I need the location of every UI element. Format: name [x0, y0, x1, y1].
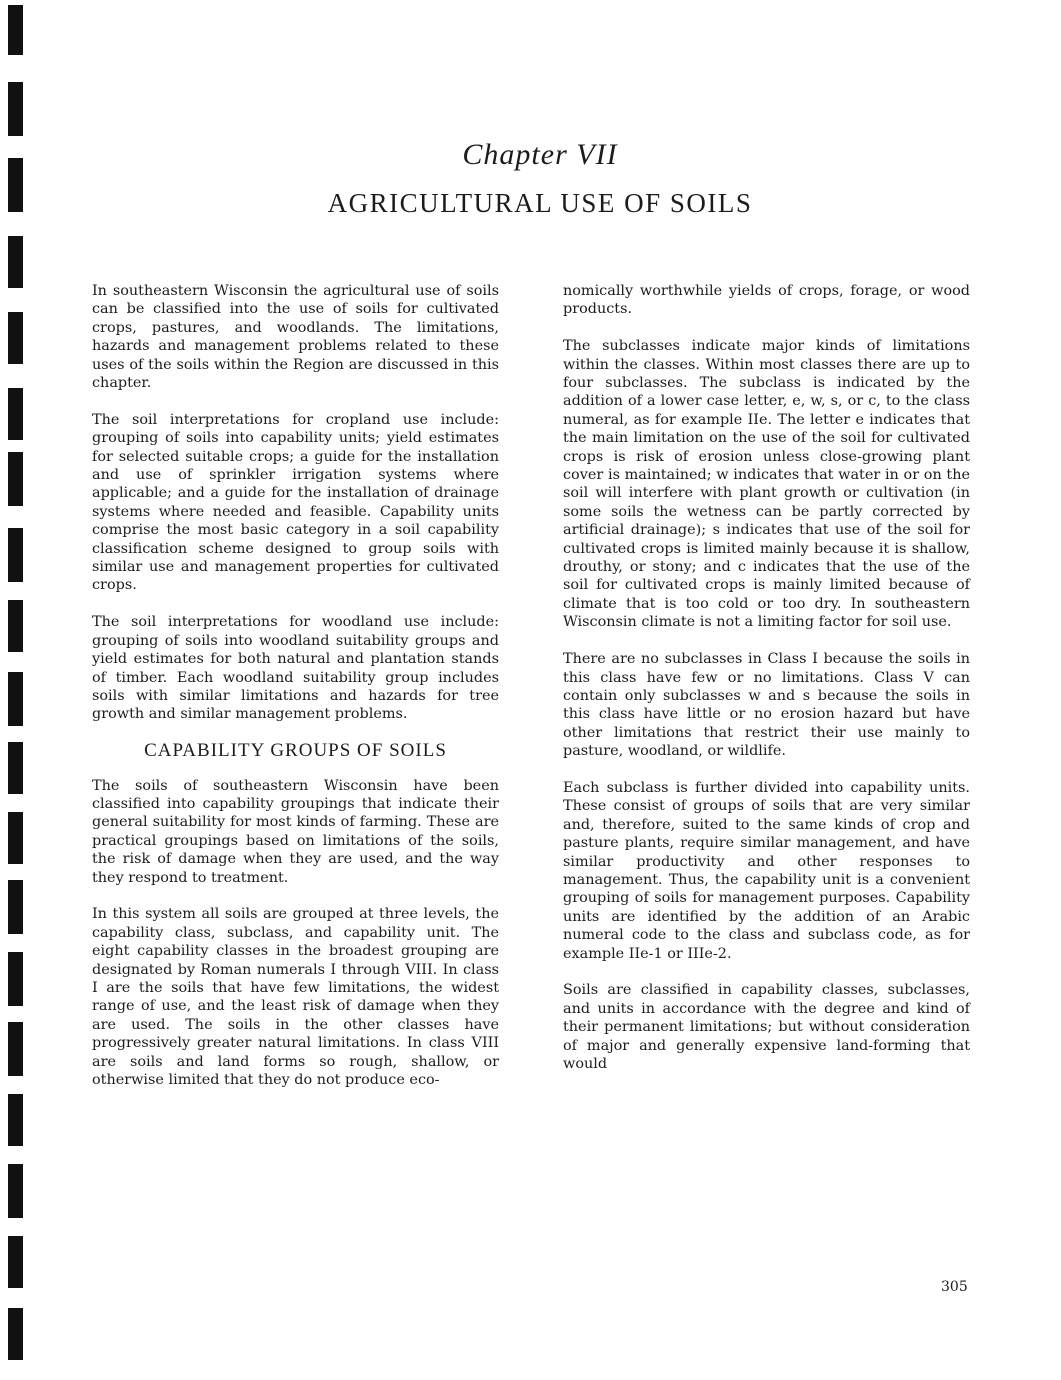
binding-hole	[8, 236, 23, 288]
chapter-title: AGRICULTURAL USE OF SOILS	[327, 188, 753, 218]
page-number: 305	[941, 1279, 968, 1295]
binding-hole	[8, 952, 23, 1006]
paragraph-capability-groupings: The soils of southeastern Wisconsin have been classified into capability groupings that indicate their general suitability for most kinds of farming. These are practical groupings based on limitations of the soils, the risk of damage when they are used, and the way they respond to treatment.	[92, 777, 499, 886]
paragraph-continuation: nomically worthwhile yields of crops, forage, or wood products.	[563, 283, 970, 318]
binding-hole	[8, 1022, 23, 1076]
binding-hole	[8, 312, 23, 364]
paragraph-intro: In southeastern Wisconsin the agricultural use of soils can be classified into the use of soils for cultivated crops, pastures, and woodlands. The limitations, hazards and management problems related to these uses of the soils within the Region are discussed in this chapter.	[92, 283, 499, 392]
section-heading: CAPABILITY GROUPS OF SOILS	[144, 740, 447, 762]
binding-hole	[8, 1236, 23, 1288]
paragraph-no-subclasses: There are no subclasses in Class I because the soils in this class have few or no limitations. Class V can contain only subclasses w and s because the soils in this class have little or no erosion hazard but have other limitations that restrict their use mainly to pasture, woodland, or wildlife.	[563, 651, 970, 760]
paragraph-subclasses: The subclasses indicate major kinds of limitations within the classes. Within most classes there are up to four subclasses. The subclass is indicated by the addition of a lower case letter, e, w, s, or c, to the class numeral, as for example IIe. The letter e indicates that the main limitation on the use of the soil for cultivated crops is risk of erosion unless close-growing plant cover is maintained; w indicates that water in or on the soil will interfere with plant growth or cultivation (in some soils the wetness can be partly corrected by artificial drainage); s indicates that use of the soil for cultivated crops is limited mainly because it is shallow, drouthy, or stony; and c indicates that the use of the soil for cultivated crops is mainly limited because of climate that is too cold or too dry. In southeastern Wisconsin climate is not a limiting factor for soil use.	[563, 338, 970, 631]
binding-hole	[8, 82, 23, 136]
paragraph-cropland-interpretations: The soil interpretations for cropland use include: grouping of soils into capability units; yield estimates for selected suitable crops; a guide for the installation and use of sprinkler irrigation systems where applicable; and a guide for the installation of drainage systems where needed and feasible. Capability units comprise the most basic category in a soil capability classification scheme designed to group soils with similar use and management properties for cultivated crops.	[92, 411, 499, 594]
paragraph-three-levels: In this system all soils are grouped at three levels, the capability class, subclass, and capability unit. The eight capability classes in the broadest grouping are designated by Roman numerals I through VIII. In class I are the soils that have few limitations, the widest range of use, and the least risk of damage when they are used. The soils in the other classes have progressively greater natural limitations. In class VIII are soils and land forms so rough, shallow, or otherwise limited that they do not produce eco-	[92, 906, 499, 1088]
binding-hole	[8, 528, 23, 582]
binding-hole	[8, 880, 23, 934]
binding-hole	[8, 388, 23, 440]
binding-hole	[8, 158, 23, 212]
chapter-label: Chapter VII	[462, 138, 618, 171]
right-column	[563, 282, 970, 1092]
binding-hole	[8, 742, 23, 794]
binding-hole	[8, 600, 23, 652]
binding-hole	[8, 1164, 23, 1218]
binding-hole	[8, 812, 23, 864]
binding-hole	[8, 1094, 23, 1146]
binding-hole	[8, 452, 23, 506]
paragraph-classification-basis: Soils are classified in capability classes, subclasses, and units in accordance with the degree and kind of their permanent limitations; but without consideration of major and generally expensive land-forming that would	[563, 982, 970, 1072]
binding-hole	[8, 1308, 23, 1360]
left-column	[92, 282, 499, 1108]
paragraph-woodland-interpretations: The soil interpretations for woodland use include: grouping of soils into woodland suitability groups and yield estimates for both natural and plantation stands of timber. Each woodland suitability group includes soils with similar limitations and hazards for tree growth and similar management problems.	[92, 614, 499, 723]
paragraph-capability-units: Each subclass is further divided into capability units. These consist of groups of soils that are very similar and, therefore, suited to the same kinds of crop and pasture plants, require similar management, and have similar productivity and other responses to management. Thus, the capability unit is a convenient grouping of soils for management purposes. Capability units are identified by the addition of an Arabic numeral code to the class and subclass code, as for example IIe-1 or IIIe-2.	[563, 779, 970, 962]
binding-hole	[8, 5, 23, 55]
binding-holes	[0, 0, 40, 1380]
binding-hole	[8, 672, 23, 726]
